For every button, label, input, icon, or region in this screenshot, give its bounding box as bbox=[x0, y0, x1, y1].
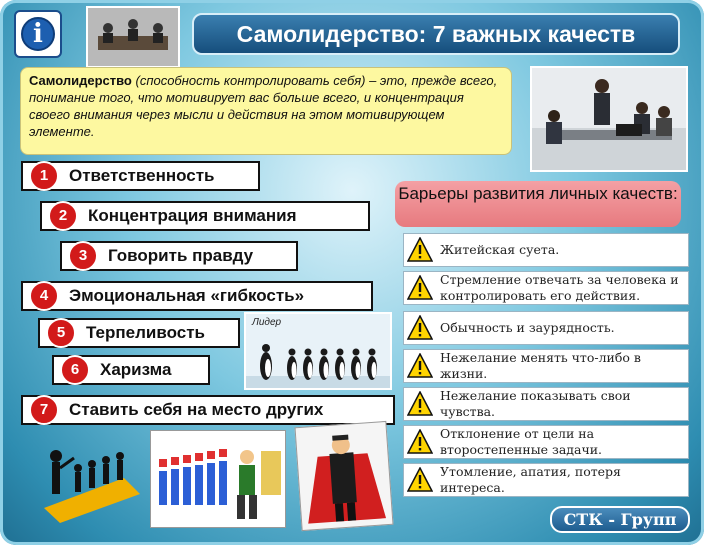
quality-label: Терпеливость bbox=[86, 323, 205, 342]
barrier-item-5 bbox=[403, 387, 689, 421]
quality-item-6 bbox=[52, 355, 210, 385]
quality-label: Эмоциональная «гибкость» bbox=[69, 286, 305, 305]
quality-item-5 bbox=[38, 318, 240, 348]
barrier-item-7 bbox=[403, 463, 689, 497]
quality-label: Ставить себя на место других bbox=[69, 400, 324, 419]
quality-label: Ответственность bbox=[69, 166, 215, 185]
quality-item-4 bbox=[21, 281, 373, 311]
info-icon: i bbox=[14, 10, 62, 58]
superhero-image bbox=[294, 421, 393, 531]
number-badge: 2 bbox=[48, 201, 78, 231]
penguins-leader-image bbox=[244, 312, 392, 390]
crowd-leader-image bbox=[150, 430, 286, 528]
business-meeting-photo bbox=[530, 66, 688, 172]
barrier-text: Отклонение от цели на второстепенные задачи. bbox=[440, 426, 603, 457]
leader-figures-image bbox=[34, 428, 144, 523]
quality-item-7 bbox=[21, 395, 395, 425]
barrier-text: Стремление отвечать за человека и контролировать его действия. bbox=[440, 272, 679, 303]
barrier-text: Житейская суета. bbox=[440, 242, 560, 257]
number-badge: 1 bbox=[29, 161, 59, 191]
barriers-title: Барьеры развития личных качеств: bbox=[395, 181, 681, 227]
barrier-item-4 bbox=[403, 349, 689, 383]
quality-item-2 bbox=[40, 201, 370, 231]
barrier-item-3 bbox=[403, 311, 689, 345]
number-badge: 4 bbox=[29, 281, 59, 311]
barrier-text: Утомление, апатия, потеря интереса. bbox=[440, 464, 621, 495]
quality-label: Говорить правду bbox=[108, 246, 254, 265]
warning-icon bbox=[407, 391, 433, 417]
barrier-item-2 bbox=[403, 271, 689, 305]
meeting-photo bbox=[86, 6, 180, 68]
quality-label: Концентрация внимания bbox=[88, 206, 297, 225]
barrier-text: Обычность и заурядность. bbox=[440, 320, 615, 335]
barrier-item-1 bbox=[403, 233, 689, 267]
quality-item-1 bbox=[21, 161, 260, 191]
number-badge: 6 bbox=[60, 355, 90, 385]
barrier-text: Нежелание менять что-либо в жизни. bbox=[440, 350, 641, 381]
quality-item-3 bbox=[60, 241, 298, 271]
warning-icon bbox=[407, 353, 433, 379]
leader-label: Лидер bbox=[252, 317, 282, 328]
definition-term: Самолидерство bbox=[29, 73, 132, 88]
warning-icon bbox=[407, 467, 433, 493]
warning-icon bbox=[407, 315, 433, 341]
warning-icon bbox=[407, 429, 433, 455]
definition-box bbox=[20, 67, 512, 155]
number-badge: 3 bbox=[68, 241, 98, 271]
quality-label: Харизма bbox=[100, 360, 172, 379]
number-badge: 7 bbox=[29, 395, 59, 425]
page-title: Самолидерство: 7 важных качеств bbox=[192, 13, 680, 55]
warning-icon bbox=[407, 275, 433, 301]
number-badge: 5 bbox=[46, 318, 76, 348]
barrier-item-6 bbox=[403, 425, 689, 459]
footer-brand: СТК - Групп bbox=[550, 506, 690, 533]
warning-icon bbox=[407, 237, 433, 263]
barrier-text: Нежелание показывать свои чувства. bbox=[440, 388, 631, 419]
definition-text: (способность контролировать себя) – это, прежде всего, понимание того, что мотивирует вас больше всего, и концентрация своего внимания через мысли и действия на этом мотивирующем элементе. bbox=[29, 73, 498, 139]
